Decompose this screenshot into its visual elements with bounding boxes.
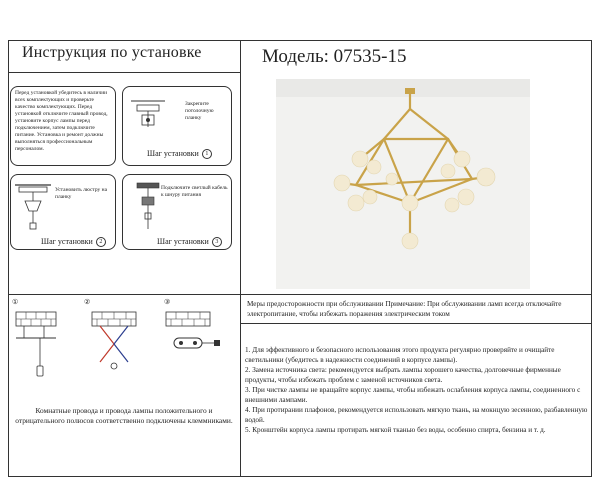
wiring-label-3: ③: [164, 298, 171, 306]
wiring-description: Комнатные провода и провода лампы положительного и отрицательного полюсов соответственно подключены клеммниками.: [15, 406, 233, 425]
canopy-mount-illustration: [11, 177, 117, 237]
step-card-2: [122, 86, 232, 166]
wiring-label-1: ①: [12, 298, 19, 306]
divider-right-bottom: [240, 323, 592, 324]
note-1: 1. Для эффективного и безопасного использования этого продукта регулярно проверяйте и очищайте светильники (убедитесь в надежности соединений в корпусе лампы).: [245, 346, 555, 364]
wiring-diagram-2: [90, 308, 140, 388]
step-card-1: [10, 86, 116, 166]
step3-label-text: Шаг установки: [41, 237, 93, 246]
step1-text: Перед установкой убедитесь в наличии всех комплектующих и проверьте качество комплектующих. Перед установкой отключите главный провод, установите корпус лампы перед подключением, затем подключите питание. Установка и ремонт должны выполняться профессиональным персоналом.: [15, 90, 108, 152]
step4-label: [157, 237, 222, 247]
step3-number: 2: [96, 237, 106, 247]
precaution-text: Меры предосторожности при обслуживании Примечание: При обслуживании ламп всегда отключайте электропитание, чтобы избежать поражения электрическим током: [247, 300, 562, 318]
maintenance-notes: [245, 345, 590, 435]
step4-note: Подключите светлый кабель к шнуру питания: [161, 185, 228, 198]
note-3: 3. При чистке лампы не вращайте корпус лампы, чтобы избежать ослабления корпуса лампы, соединенного с внешними лампами.: [245, 386, 581, 404]
wiring-diagram-3: [164, 308, 224, 388]
step3-label: [41, 237, 106, 247]
divider-right-top: [240, 294, 592, 295]
model-title: Модель: 07535-15: [262, 46, 407, 67]
note-4: 4. При протирании плафонов, рекомендуется использовать мягкую ткань, на мокнцую зесенною, разбавленную водой.: [245, 406, 588, 424]
step-card-3: [10, 174, 116, 250]
step3-note: Установить люстру на планку: [55, 187, 108, 200]
step4-label-text: Шаг установки: [157, 237, 209, 246]
step4-number: 3: [212, 237, 222, 247]
page-title: Инструкция по установке: [22, 44, 202, 61]
note-2: 2. Замена источника света: рекомендуется выбрать лампы хорошего качества, долговечные фирменные продукты, чтобы избежать проблем с заменой источников света.: [245, 366, 561, 384]
step2-label: [147, 149, 212, 159]
chandelier-photo: [276, 79, 530, 289]
step-card-4: [122, 174, 232, 250]
note-5: 5. Кронштейн корпуса лампы протирать мягкой тканью без воды, особенно спирта, бензина и т. д.: [245, 426, 546, 434]
wiring-label-2: ②: [84, 298, 91, 306]
step2-note: Закрепите потолочную планку: [185, 101, 214, 121]
vertical-divider: [240, 40, 241, 477]
step2-number: 1: [202, 149, 212, 159]
step2-label-text: Шаг установки: [147, 149, 199, 158]
divider-left: [8, 294, 240, 295]
wiring-diagram-1: [14, 308, 64, 388]
